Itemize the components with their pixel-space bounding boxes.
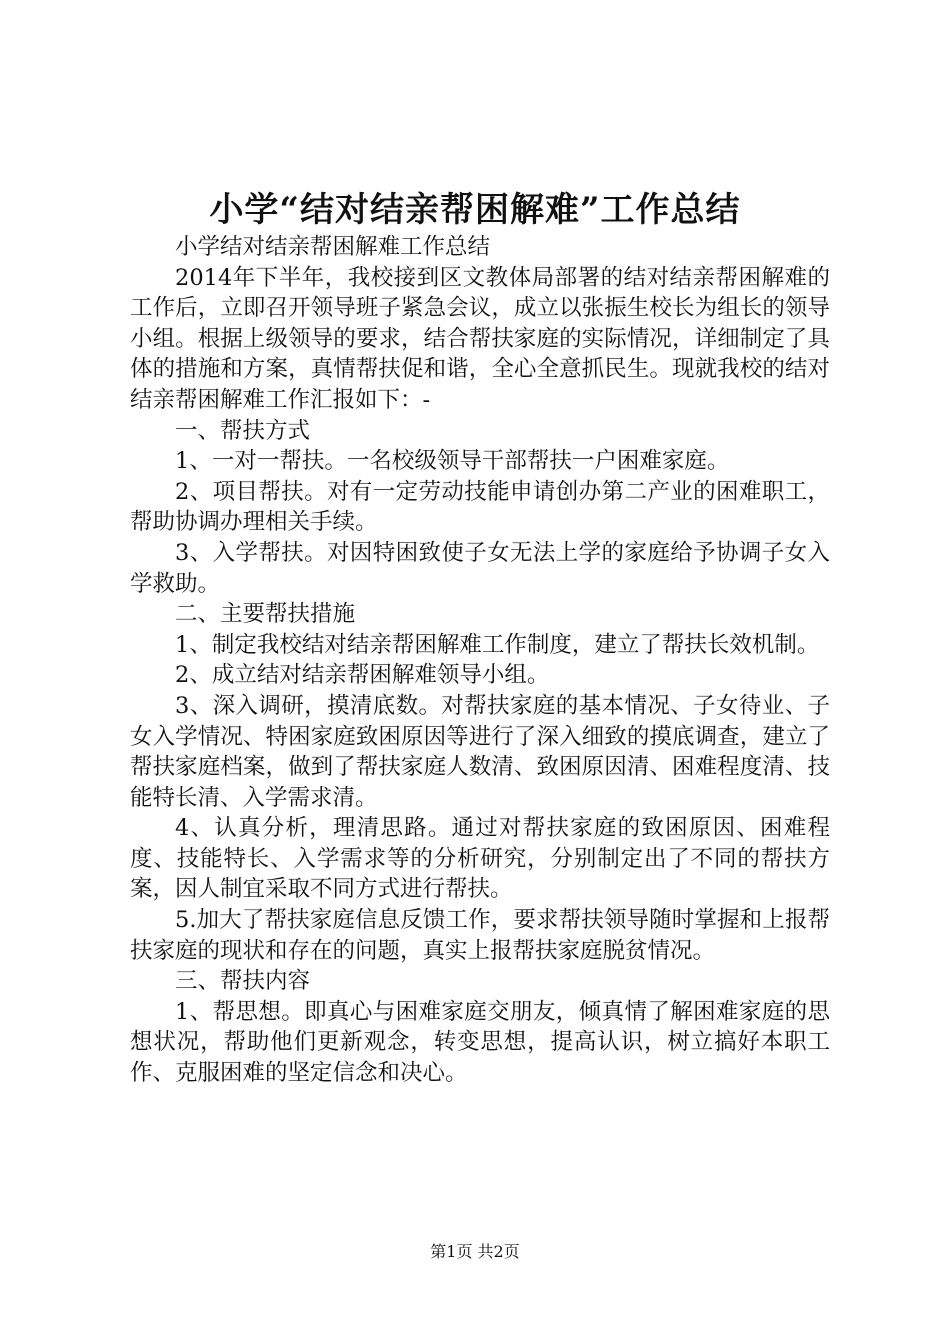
paragraph: 4、认真分析，理清思路。通过对帮扶家庭的致困原因、困难程度、技能特长、入学需求等的分析研究，分别制定出了不同的帮扶方案，因人制宜采取不同方式进行帮扶。 <box>130 815 830 903</box>
page-footer: 第1页 共2页 <box>430 1242 520 1261</box>
paragraph: 2、成立结对结亲帮困解难领导小组。 <box>175 662 550 689</box>
section-heading: 一、帮扶方式 <box>175 417 311 444</box>
document-body <box>130 232 830 1089</box>
paragraph: 1、帮思想。即真心与困难家庭交朋友，倾真情了解困难家庭的思想状况，帮助他们更新观念，转变思想，提高认识，树立搞好本职工作、克服困难的坚定信念和决心。 <box>130 998 830 1087</box>
paragraph: 2、项目帮扶。对有一定劳动技能申请创办第二产业的困难职工，帮助协调办理相关手续。 <box>130 478 830 536</box>
paragraph: 3、入学帮扶。对因特困致使子女无法上学的家庭给予协调子女入学救助。 <box>130 539 830 597</box>
section-heading: 三、帮扶内容 <box>175 968 311 995</box>
paragraph: 5.加大了帮扶家庭信息反馈工作，要求帮扶领导随时掌握和上报帮扶家庭的现状和存在的问题，真实上报帮扶家庭脱贫情况。 <box>130 907 830 964</box>
paragraph: 2014年下半年，我校接到区文教体局部署的结对结亲帮困解难的工作后，立即召开领导班子紧急会议，成立以张振生校长为组长的领导小组。根据上级领导的要求，结合帮扶家庭的实际情况，详细制定了具体的措施和方案，真情帮扶促和谐，全心全意抓民生。现就我校的结对结亲帮困解难工作汇报如下：- <box>130 264 830 413</box>
section-heading: 二、主要帮扶措施 <box>175 601 356 628</box>
paragraph: 1、一对一帮扶。一名校级领导干部帮扶一户困难家庭。 <box>175 448 730 475</box>
paragraph: 3、深入调研，摸清底数。对帮扶家庭的基本情况、子女待业、子女入学情况、特困家庭致困原因等进行了深入细致的摸底调查，建立了帮扶家庭档案，做到了帮扶家庭人数清、致困原因清、困难程度清、技能特长清、入学需求清。 <box>130 692 830 811</box>
document-title: 小学“结对结亲帮困解难”工作总结 <box>209 190 741 230</box>
paragraph: 小学结对结亲帮困解难工作总结 <box>175 234 491 260</box>
paragraph: 1、制定我校结对结亲帮困解难工作制度，建立了帮扶长效机制。 <box>175 631 820 658</box>
